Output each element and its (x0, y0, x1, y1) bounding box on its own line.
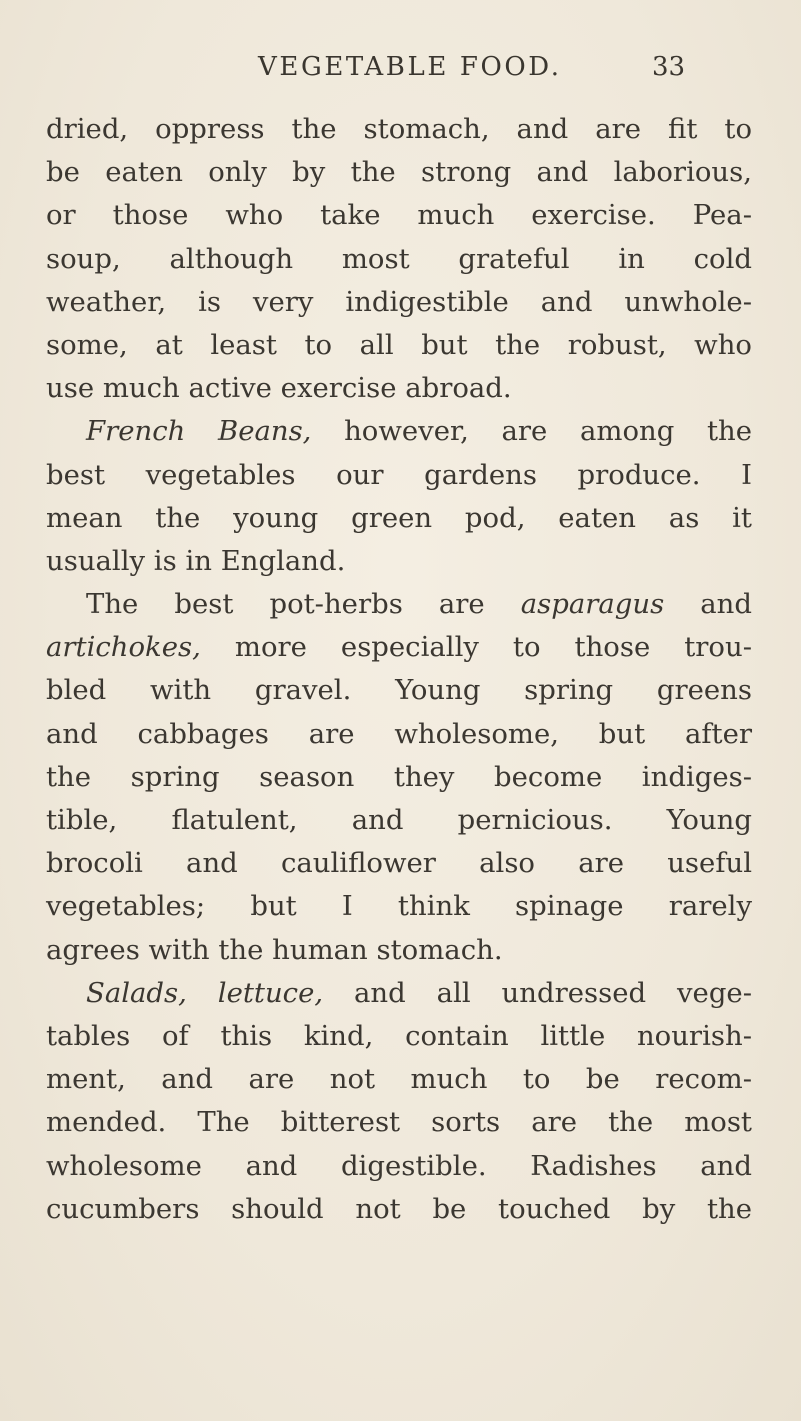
paragraph-start-line: The best pot-herbs are asparagus and (86, 588, 752, 621)
page-header (0, 52, 801, 98)
body-text (46, 108, 752, 1231)
running-title: VEGETABLE FOOD. (258, 52, 562, 82)
text-line: tible, flatulent, and pernicious. Young (46, 804, 752, 836)
text-line: vegetables; but I think spinage rarely (46, 890, 752, 923)
paragraph-end-line: agrees with the human stomach. (46, 933, 503, 966)
text-line: some, at least to all but the robust, who (46, 328, 752, 361)
text-line: soup, although most grateful in cold (46, 242, 752, 275)
text-line: best vegetables our gardens produce. I (46, 458, 752, 491)
paragraph-end-line: use much active exercise abroad. (46, 372, 512, 405)
text-line: artichokes, more especially to those trou- (46, 631, 752, 664)
text-line: and cabbages are wholesome, but after (46, 717, 752, 750)
text-line: weather, is very indigestible and unwhole- (46, 285, 752, 318)
text-line: brocoli and cauliflower also are useful (46, 847, 752, 880)
text-line: wholesome and digestible. Radishes and (46, 1149, 752, 1182)
paragraph-start-line: Salads, lettuce, and all undressed vege- (86, 976, 752, 1009)
text-line: cucumbers should not be touched by the (46, 1192, 752, 1225)
paragraph-start-line: French Beans, however, are among the (86, 415, 753, 448)
text-line: mended. The bitterest sorts are the most (46, 1106, 752, 1139)
text-line: be eaten only by the strong and laborious, (46, 156, 752, 189)
paragraph-end-line: usually is in England. (46, 544, 346, 577)
text-line: the spring season they become indiges- (46, 760, 752, 793)
text-line: dried, oppress the stomach, and are fit to (46, 113, 752, 145)
text-line: bled with gravel. Young spring greens (46, 674, 752, 707)
text-line: ment, and are not much to be recom- (46, 1063, 752, 1096)
text-line: tables of this kind, contain little nourish- (46, 1019, 752, 1052)
page-number: 33 (652, 52, 686, 82)
text-line: or those who take much exercise. Pea- (46, 199, 752, 232)
text-line: mean the young green pod, eaten as it (46, 501, 752, 534)
